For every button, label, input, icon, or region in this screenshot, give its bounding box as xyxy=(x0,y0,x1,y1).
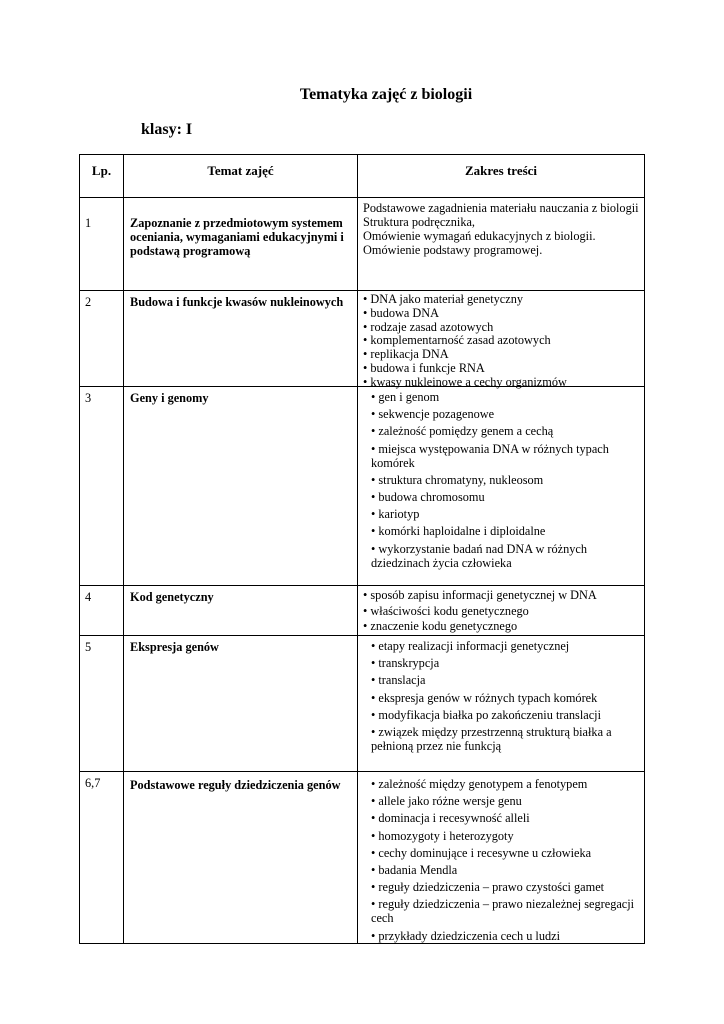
list-item: • etapy realizacji informacji genetycznej xyxy=(371,639,640,653)
row-number xyxy=(79,771,124,944)
list-item: • znaczenie kodu genetycznego xyxy=(363,620,640,634)
list-item: • budowa chromosomu xyxy=(371,490,640,504)
list-item: • właściwości kodu genetycznego xyxy=(363,605,640,619)
row-topic-text: Budowa i funkcje kwasów nukleinowych xyxy=(130,295,344,309)
list-item: • dominacja i recesywność alleli xyxy=(371,811,640,825)
list-item: • komplementarność zasad azotowych xyxy=(363,334,640,348)
header-topic xyxy=(123,154,358,198)
row-topic xyxy=(123,197,358,291)
row-content xyxy=(357,771,645,944)
row-topic xyxy=(123,386,358,586)
list-item: • badania Mendla xyxy=(371,863,640,877)
list-item: • ekspresja genów w różnych typach komórek xyxy=(371,691,640,705)
list-item: • budowa i funkcje RNA xyxy=(363,362,640,376)
row-topic xyxy=(123,771,358,944)
row-topic xyxy=(123,635,358,772)
row-topic-text: Kod genetyczny xyxy=(130,590,214,604)
content-line: Omówienie podstawy programowej. xyxy=(363,243,543,257)
row-number-text: 5 xyxy=(85,640,92,654)
page-title: Tematyka zajęć z biologii xyxy=(299,86,473,103)
list-item: • replikacja DNA xyxy=(363,348,640,362)
list-item: • zależność pomiędzy genem a cechą xyxy=(371,424,640,438)
header-topic-label: Temat zajęć xyxy=(207,163,274,178)
row-topic-text: Zapoznanie z przedmiotowym systemem oceniania, wymaganiami edukacyjnymi i podstawą programową xyxy=(130,216,344,258)
row-content xyxy=(357,635,645,772)
list-item: • związek między przestrzenną strukturą białka a pełnioną przez nie funkcją xyxy=(371,725,640,753)
class-label: klasy: I xyxy=(141,121,193,138)
header-scope-label: Zakres treści xyxy=(464,163,538,178)
list-item: • rodzaje zasad azotowych xyxy=(363,321,640,335)
list-item: • kariotyp xyxy=(371,507,640,521)
list-item: • komórki haploidalne i diploidalne xyxy=(371,524,640,538)
row-topic xyxy=(123,290,358,387)
content-line: Struktura podręcznika, xyxy=(363,215,475,229)
list-item: • sekwencje pozagenowe xyxy=(371,407,640,421)
list-item: • DNA jako materiał genetyczny xyxy=(363,293,640,307)
list-item: • modyfikacja białka po zakończeniu translacji xyxy=(371,708,640,722)
list-item: • budowa DNA xyxy=(363,307,640,321)
header-lp xyxy=(79,154,124,198)
content-line: Podstawowe zagadnienia materiału nauczania z biologii xyxy=(363,201,639,215)
content-line: Omówienie wymagań edukacyjnych z biologii. xyxy=(363,229,596,243)
row-number-text: 6,7 xyxy=(85,776,101,790)
row-number xyxy=(79,290,124,387)
list-item: • gen i genom xyxy=(371,390,640,404)
list-item: • cechy dominujące i recesywne u człowieka xyxy=(371,846,640,860)
list-item: • struktura chromatyny, nukleosom xyxy=(371,473,640,487)
list-item: • reguły dziedziczenia – prawo czystości gamet xyxy=(371,880,640,894)
row-topic-text: Podstawowe reguły dziedziczenia genów xyxy=(130,778,341,792)
row-number xyxy=(79,386,124,586)
list-item: • przykłady dziedziczenia cech u ludzi xyxy=(371,929,640,943)
row-topic-text: Ekspresja genów xyxy=(130,640,219,654)
header-lp-label: Lp. xyxy=(91,163,112,178)
list-item: • translacja xyxy=(371,673,640,687)
row-content xyxy=(357,386,645,586)
row-content xyxy=(357,197,645,291)
row-content xyxy=(357,585,645,636)
list-item: • kwasy nukleinowe a cechy organizmów xyxy=(363,376,640,390)
row-number-text: 2 xyxy=(85,295,92,309)
header-scope xyxy=(357,154,645,198)
row-content xyxy=(357,290,645,387)
row-topic-text: Geny i genomy xyxy=(130,391,209,405)
list-item: • miejsca występowania DNA w różnych typach komórek xyxy=(371,442,640,470)
list-item: • wykorzystanie badań nad DNA w różnych dziedzinach życia człowieka xyxy=(371,542,640,570)
list-item: • transkrypcja xyxy=(371,656,640,670)
row-number-text: 3 xyxy=(85,391,92,405)
list-item: • allele jako różne wersje genu xyxy=(371,794,640,808)
row-number xyxy=(79,635,124,772)
list-item: • zależność między genotypem a fenotypem xyxy=(371,777,640,791)
row-topic xyxy=(123,585,358,636)
row-number xyxy=(79,585,124,636)
row-number xyxy=(79,197,124,291)
row-number-text: 4 xyxy=(85,590,92,604)
list-item: • sposób zapisu informacji genetycznej w DNA xyxy=(363,589,640,603)
row-number-text: 1 xyxy=(85,216,92,230)
list-item: • homozygoty i heterozygoty xyxy=(371,829,640,843)
list-item: • reguły dziedziczenia – prawo niezależnej segregacji cech xyxy=(371,897,640,925)
